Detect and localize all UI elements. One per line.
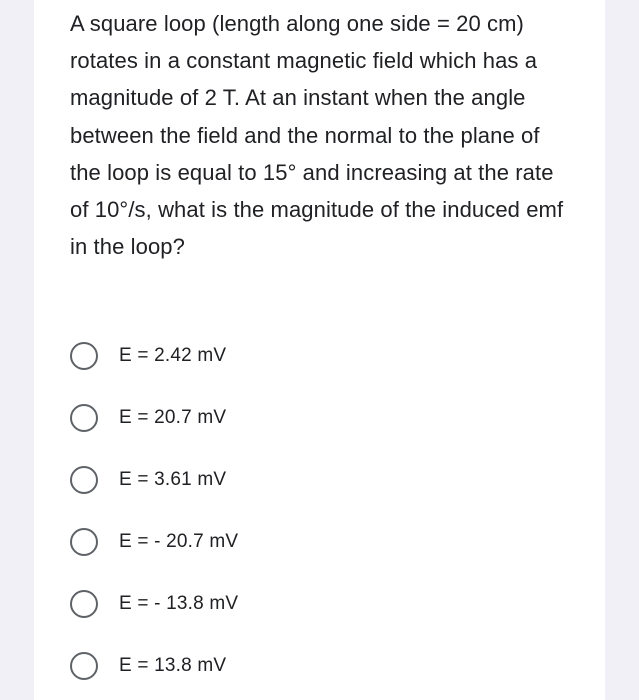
radio-button-icon[interactable] [70, 590, 98, 618]
radio-button-icon[interactable] [70, 404, 98, 432]
option-4[interactable] [70, 511, 570, 573]
question-card [34, 0, 605, 700]
option-3[interactable] [70, 449, 570, 511]
option-label: E = - 20.7 mV [119, 531, 239, 552]
option-5[interactable] [70, 573, 570, 635]
option-2[interactable] [70, 387, 570, 449]
option-6[interactable] [70, 635, 570, 697]
option-label: E = 20.7 mV [119, 407, 227, 428]
option-label: E = 13.8 mV [119, 655, 227, 676]
answer-options [70, 325, 570, 697]
option-label: E = 3.61 mV [119, 469, 227, 490]
radio-button-icon[interactable] [70, 652, 98, 680]
option-label: E = 2.42 mV [119, 345, 227, 366]
option-1[interactable] [70, 325, 570, 387]
question-text: A square loop (length along one side = 20 cm) rotates in a constant magnetic field which has a magnitude of 2 T. At an instant when the angle between the field and the normal to the plane of the loop is equal to 15° and increasing at the rate of 10°/s, what is the magnitude of the induced emf in the loop? [70, 11, 564, 260]
radio-button-icon[interactable] [70, 528, 98, 556]
option-label: E = - 13.8 mV [119, 593, 239, 614]
radio-button-icon[interactable] [70, 466, 98, 494]
radio-button-icon[interactable] [70, 342, 98, 370]
